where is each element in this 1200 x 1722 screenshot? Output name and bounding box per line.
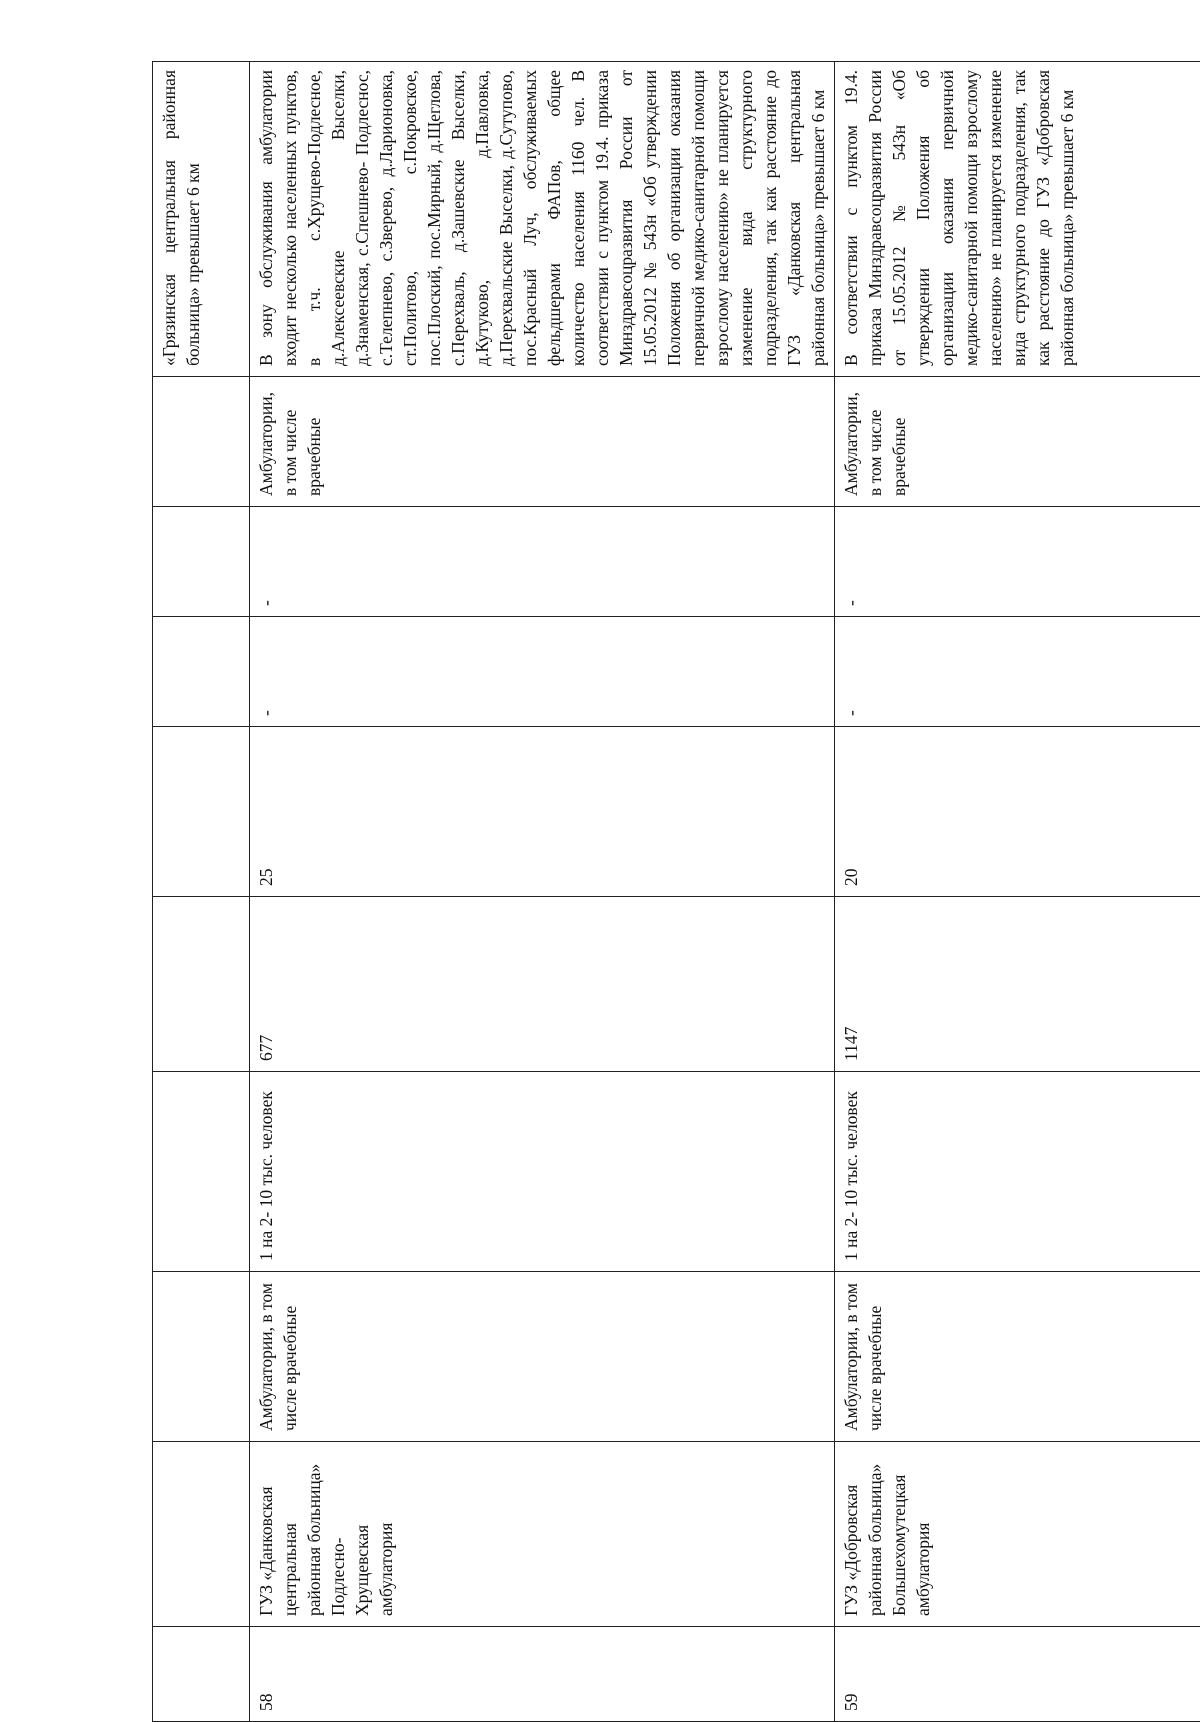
cell-number: 58 (250, 1627, 835, 1722)
cell-number: 59 (835, 1627, 1200, 1722)
cell-distance (153, 727, 250, 897)
cell-col7 (153, 507, 250, 617)
cell-population: 1147 (835, 897, 1200, 1072)
cell-type-planned: Амбулатории, в том числе врачебные (835, 377, 1200, 507)
cell-number (153, 1627, 250, 1722)
cell-col7: - (835, 507, 1200, 617)
cell-type-existing (153, 1272, 250, 1442)
cell-norm (153, 1072, 250, 1272)
cell-distance: 20 (835, 727, 1200, 897)
cell-col6: - (835, 617, 1200, 727)
cell-norm: 1 на 2- 10 тыс. человек (250, 1072, 835, 1272)
cell-population (153, 897, 250, 1072)
cell-type-planned (153, 377, 250, 507)
table-row (250, 62, 835, 1722)
cell-population: 677 (250, 897, 835, 1072)
cell-institution: ГУЗ «Данковская центральная районная больница» Подлесно-Хрущевская амбулатория (250, 1442, 835, 1627)
cell-note: «Грязинская центральная районная больница» превышает 6 км (153, 62, 250, 377)
cell-norm: 1 на 2- 10 тыс. человек (835, 1072, 1200, 1272)
cell-institution (153, 1442, 250, 1627)
cell-type-existing: Амбулатории, в том числе врачебные (250, 1272, 835, 1442)
cell-note: В зону обслуживания амбулатории входит несколько населенных пунктов, в т.ч. с.Хрущево-Подлесное, д.Алексеевские Выселки, д.Знаменская, с.Спешнево- Подлеснос, с.Телепнево, с.Зверево, д.Ларионовка, ст.Политово, с.Покровское, пос.Плоский, пос.Мирный, д.Щеглова, с.Перехваль, д.Зашевские Выселки, д.Кутуково, д.Павловка, д.Перехвальские Выселки, д.Сутупово, пос.Красный Луч, обслуживаемых фельдшерами ФАПов, общее количество населения 1160 чел. В соответствии с пунктом 19.4. приказа Минздравсоцразвития России от 15.05.2012 № 543н «Об утверждении Положения об организации оказания первичной медико-санитарной помощи взрослому населению» не планируется изменение вида структурного подразделения, так как расстояние до ГУЗ «Данковская центральная районная больница» превышает 6 км (250, 62, 835, 377)
cell-col6: - (250, 617, 835, 727)
cell-distance: 25 (250, 727, 835, 897)
cell-col7: - (250, 507, 835, 617)
cell-institution: ГУЗ «Добровская районная больница» Большехомутецкая амбулатория (835, 1442, 1200, 1627)
cell-type-planned: Амбулатории, в том числе врачебные (250, 377, 835, 507)
table-row-continuation (153, 62, 250, 1722)
facilities-table (152, 61, 1200, 1722)
cell-col6 (153, 617, 250, 727)
table-row (835, 62, 1200, 1722)
cell-note: В соответствии с пунктом 19.4. приказа Минздравсоцразвития России от 15.05.2012 № 543н «Об утверждении Положения об организации оказания первичной медико-санитарной помощи взрослому населению» не планируется изменение вида структурного подразделения, так как расстояние до ГУЗ «Добровская районная больница» превышает 6 км (835, 62, 1200, 377)
cell-type-existing: Амбулатории, в том числе врачебные (835, 1272, 1200, 1442)
rotated-table-container (152, 62, 1200, 1722)
